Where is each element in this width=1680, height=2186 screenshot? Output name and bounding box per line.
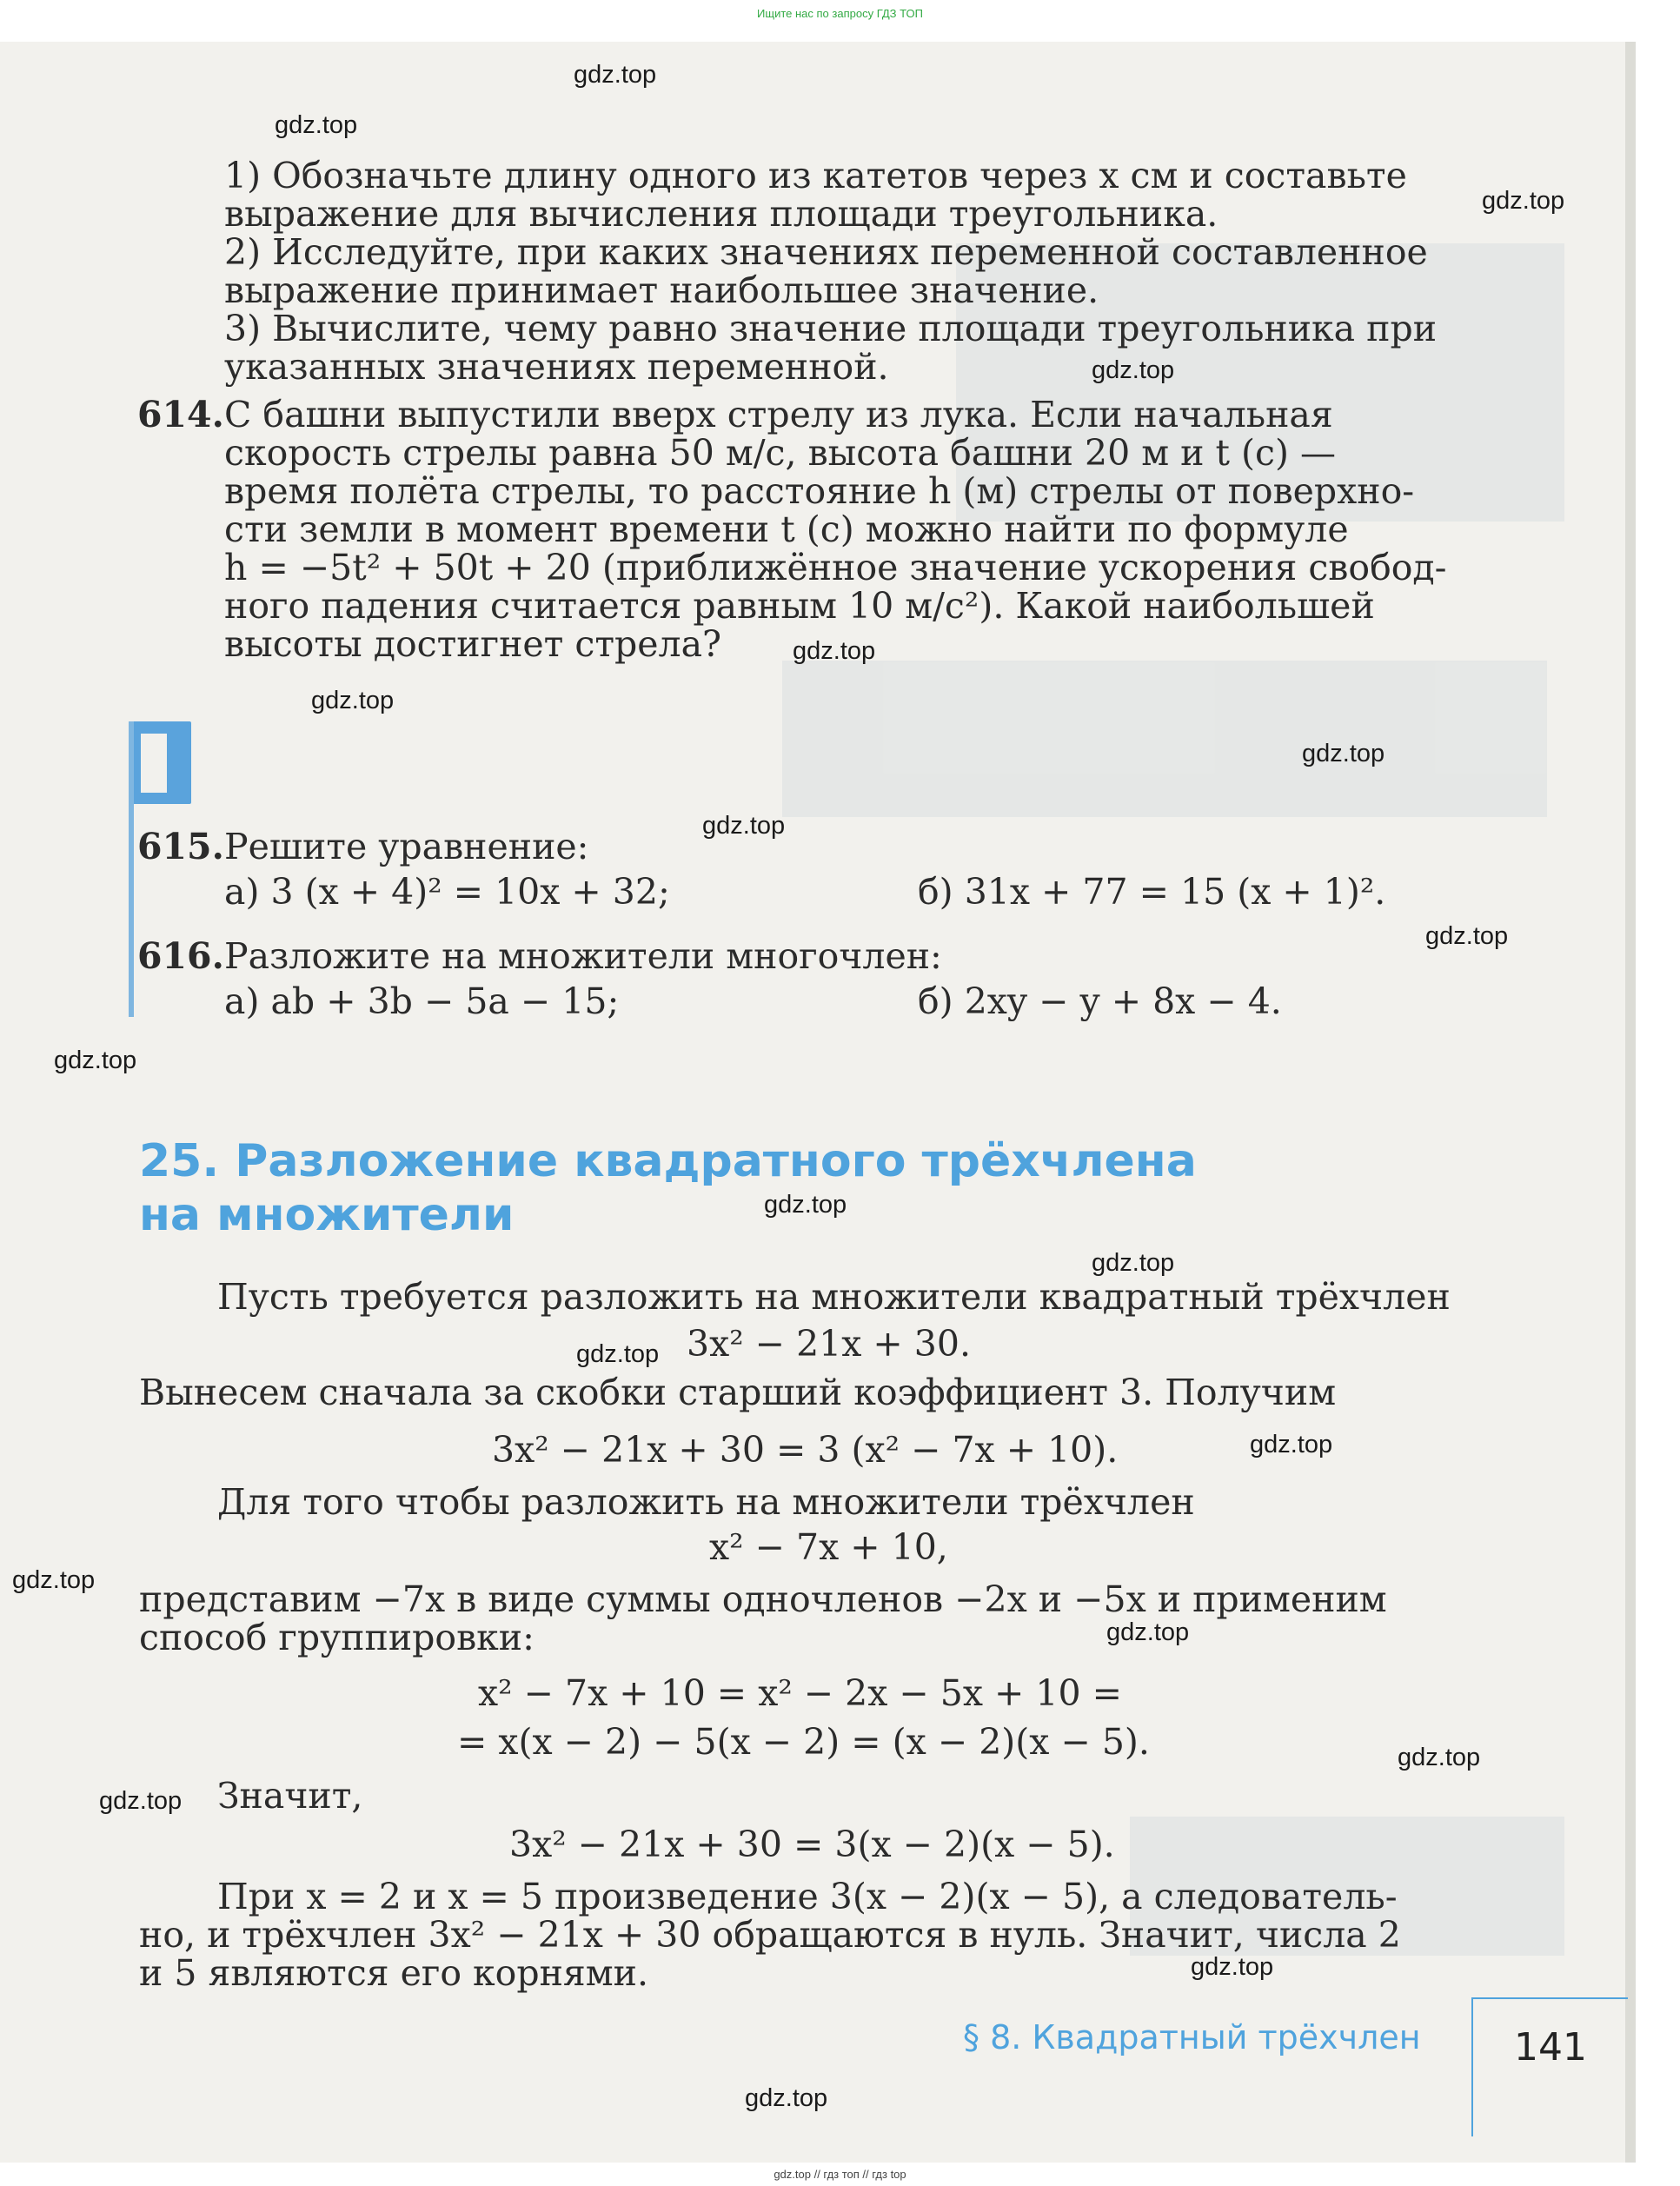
exercise-item-a: а) 3 (x + 4)² = 10x + 32;	[224, 871, 670, 913]
intro-step-line: выражение принимает наибольшее значение.	[224, 269, 1099, 311]
exercise-text: ного падения считается равным 10 м/с²). Какой наибольшей	[224, 585, 1375, 627]
paragraph-line: способ группировки:	[139, 1617, 535, 1658]
exercise-prompt: Разложите на множители многочлен:	[224, 935, 942, 977]
section-title: 25. Разложение квадратного трёхчлена	[139, 1135, 1197, 1187]
bottom-note: gdz.top // гдз топ // гдз top	[774, 2168, 906, 2181]
top-note: Ищите нас по запросу ГДЗ ТОП	[757, 7, 923, 20]
watermark: gdz.top	[275, 111, 358, 139]
watermark: gdz.top	[1398, 1744, 1481, 1771]
section-title: на множители	[139, 1189, 515, 1241]
watermark: gdz.top	[1482, 187, 1565, 215]
formula: 3x² − 21x + 30 = 3(x − 2)(x − 5).	[509, 1824, 1115, 1865]
formula: x² − 7x + 10 = x² − 2x − 5x + 10 =	[478, 1672, 1122, 1714]
paragraph-line: но, и трёхчлен 3x² − 21x + 30 обращаются в нуль. Значит, числа 2	[139, 1914, 1401, 1956]
watermark: gdz.top	[576, 1340, 660, 1368]
paragraph-line: Для того чтобы разложить на множители трёхчлен	[217, 1481, 1195, 1523]
watermark: gdz.top	[1191, 1953, 1274, 1981]
formula: 3x² − 21x + 30.	[687, 1323, 971, 1365]
page-number: 141	[1514, 2025, 1587, 2070]
paragraph-line: представим −7x в виде суммы одночленов −2x и −5x и применим	[139, 1578, 1387, 1620]
exercise-text: время полёта стрелы, то расстояние h (м) стрелы от поверхно-	[224, 470, 1415, 512]
exercise-text: сти земли в момент времени t (с) можно найти по формуле	[224, 508, 1349, 550]
watermark: gdz.top	[99, 1787, 183, 1815]
intro-step-line: выражение для вычисления площади треугольника.	[224, 193, 1218, 235]
page-edge	[1625, 42, 1636, 2163]
watermark: gdz.top	[54, 1046, 137, 1074]
watermark: gdz.top	[793, 637, 876, 665]
watermark: gdz.top	[1092, 356, 1175, 384]
formula: = x(x − 2) − 5(x − 2) = (x − 2)(x − 5).	[457, 1721, 1150, 1763]
exercise-number: 616.	[137, 935, 224, 977]
intro-step-line: 3) Вычислите, чему равно значение площади треугольника при	[224, 308, 1438, 349]
exercise-prompt: Решите уравнение:	[224, 826, 589, 867]
chapter-footer: § 8. Квадратный трёхчлен	[963, 2018, 1421, 2056]
exercise-text: h = −5t² + 50t + 20 (приближённое значение ускорения свобод-	[224, 547, 1447, 588]
watermark: gdz.top	[574, 61, 657, 89]
formula: 3x² − 21x + 30 = 3 (x² − 7x + 10).	[492, 1429, 1119, 1471]
intro-step-line: 1) Обозначьте длину одного из катетов через x см и составьте	[224, 155, 1407, 196]
exercise-number: 614.	[137, 394, 224, 435]
formula: x² − 7x + 10,	[709, 1526, 948, 1568]
paragraph-line: Значит,	[217, 1775, 363, 1817]
watermark: gdz.top	[1106, 1618, 1190, 1646]
watermark: gdz.top	[311, 687, 395, 714]
watermark: gdz.top	[764, 1191, 847, 1219]
exercise-item-a: а) ab + 3b − 5a − 15;	[224, 980, 620, 1022]
watermark: gdz.top	[1250, 1431, 1333, 1458]
page-corner-rule	[1471, 1997, 1628, 1999]
watermark: gdz.top	[702, 812, 786, 840]
paragraph-line: При x = 2 и x = 5 произведение 3(x − 2)(x − 5), а следователь-	[217, 1876, 1398, 1917]
watermark: gdz.top	[1092, 1249, 1175, 1277]
page-corner-rule	[1471, 1997, 1473, 2136]
exercise-item-b: б) 2xy − y + 8x − 4.	[918, 980, 1282, 1022]
intro-step-line: указанных значениях переменной.	[224, 346, 889, 388]
paragraph-line: и 5 являются его корнями.	[139, 1952, 649, 1994]
watermark: gdz.top	[1425, 922, 1509, 950]
watermark: gdz.top	[745, 2084, 828, 2112]
watermark: gdz.top	[12, 1566, 96, 1594]
exercise-text: скорость стрелы равна 50 м/с, высота башни 20 м и t (с) —	[224, 432, 1337, 474]
exercise-text: высоты достигнет стрела?	[224, 623, 722, 665]
bleed-through	[782, 661, 1547, 817]
repetition-marker-icon	[130, 721, 191, 804]
intro-step-line: 2) Исследуйте, при каких значениях переменной составленное	[224, 231, 1428, 273]
watermark: gdz.top	[1302, 740, 1385, 767]
exercise-item-b: б) 31x + 77 = 15 (x + 1)².	[918, 871, 1386, 913]
repetition-bracket	[129, 721, 134, 1017]
paragraph-line: Вынесем сначала за скобки старший коэффициент 3. Получим	[139, 1372, 1337, 1413]
exercise-text: С башни выпустили вверх стрелу из лука. Если начальная	[224, 394, 1333, 435]
paragraph-line: Пусть требуется разложить на множители квадратный трёхчлен	[217, 1276, 1451, 1318]
exercise-number: 615.	[137, 826, 224, 867]
